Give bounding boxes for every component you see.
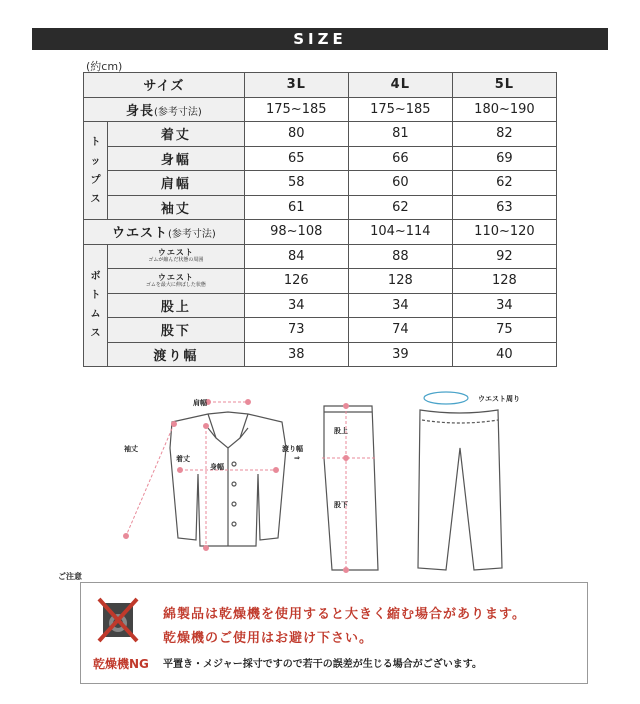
- table-cell: 92: [452, 244, 556, 269]
- table-cell: 74: [348, 318, 452, 343]
- warning-text: 綿製品は乾燥機を使用すると大きく縮む場合があります。: [163, 607, 526, 622]
- table-cell: 84: [244, 244, 348, 269]
- table-cell: 175~185: [244, 97, 348, 122]
- group-label-bottoms: ボ ト ム ス: [84, 244, 108, 367]
- label-body-width: 身幅: [210, 463, 224, 471]
- row-label: ウエスト: [157, 248, 194, 258]
- table-row: [84, 195, 557, 220]
- row-sublabel: ゴムを最大に伸ばした状態: [145, 281, 206, 288]
- table-cell: 128: [348, 269, 452, 294]
- table-cell: 88: [348, 244, 452, 269]
- table-row: [84, 220, 557, 245]
- table-cell: 80: [244, 122, 348, 147]
- table-cell: 63: [452, 195, 556, 220]
- row-label: 渡り幅: [108, 342, 245, 367]
- arrow-icon: ⇒: [294, 454, 300, 462]
- row-label: 身長: [125, 103, 154, 119]
- table-row: [84, 269, 557, 294]
- table-cell: 175~185: [348, 97, 452, 122]
- table-cell: 81: [348, 122, 452, 147]
- table-cell: 58: [244, 171, 348, 196]
- measurement-illustration: [110, 388, 580, 578]
- column-header: 4L: [348, 73, 452, 98]
- ref-note: (参考寸法): [153, 106, 202, 118]
- note-text: 平置き・メジャー採寸ですので若干の誤差が生じる場合がございます。: [163, 659, 482, 670]
- row-label-stack: [108, 269, 245, 294]
- label-sleeve: 袖丈: [124, 445, 138, 453]
- table-cell: 34: [452, 293, 556, 318]
- table-cell: 60: [348, 171, 452, 196]
- table-cell: 126: [244, 269, 348, 294]
- table-cell: 66: [348, 146, 452, 171]
- unit-note: (約cm): [86, 60, 123, 73]
- table-row: [84, 293, 557, 318]
- ng-label: 乾燥機NG: [93, 657, 149, 671]
- no-dryer-icon: [97, 597, 139, 643]
- jacket-measure-lines: [124, 400, 279, 551]
- table-cell: 180~190: [452, 97, 556, 122]
- warning-text: 乾燥機のご使用はお避け下さい。: [163, 631, 374, 646]
- row-label-height: [84, 97, 245, 122]
- table-row: [84, 318, 557, 343]
- table-cell: 62: [452, 171, 556, 196]
- table-cell: 82: [452, 122, 556, 147]
- table-cell: 69: [452, 146, 556, 171]
- table-cell: 38: [244, 342, 348, 367]
- table-row: [84, 122, 557, 147]
- label-length: 着丈: [176, 455, 190, 463]
- table-cell: 39: [348, 342, 452, 367]
- ref-note: (参考寸法): [167, 229, 216, 241]
- label-thigh: 渡り幅: [282, 445, 303, 453]
- label-rise: 股上: [334, 427, 348, 435]
- table-cell: 128: [452, 269, 556, 294]
- row-label: 着丈: [108, 122, 245, 147]
- row-label-stack: [108, 244, 245, 269]
- table-cell: 110~120: [452, 220, 556, 245]
- table-row: [84, 97, 557, 122]
- trousers-side-drawing: [324, 406, 378, 570]
- table-cell: 75: [452, 318, 556, 343]
- table-cell: 65: [244, 146, 348, 171]
- table-cell: 34: [348, 293, 452, 318]
- row-label: 身幅: [108, 146, 245, 171]
- table-row: [84, 244, 557, 269]
- table-header-row: [84, 73, 557, 98]
- size-corner-label: サイズ: [84, 73, 245, 98]
- table-row: [84, 342, 557, 367]
- trousers-front-drawing: [418, 410, 502, 570]
- garment-diagram: [110, 388, 580, 578]
- row-label: ウエスト: [111, 226, 168, 242]
- row-label-waist: [84, 220, 245, 245]
- table-row: [84, 146, 557, 171]
- table-cell: 61: [244, 195, 348, 220]
- label-shoulder: 肩幅: [193, 399, 207, 407]
- row-label: 肩幅: [108, 171, 245, 196]
- caution-box: [80, 582, 588, 684]
- waist-loop-icon: [424, 392, 468, 404]
- jacket-drawing: [170, 412, 286, 546]
- table-row: [84, 171, 557, 196]
- row-label: 股下: [108, 318, 245, 343]
- table-cell: 34: [244, 293, 348, 318]
- table-cell: 73: [244, 318, 348, 343]
- table-cell: 40: [452, 342, 556, 367]
- row-label: 股上: [108, 293, 245, 318]
- group-label-tops: ト ッ プ ス: [84, 122, 108, 220]
- table-cell: 104~114: [348, 220, 452, 245]
- page-title: SIZE: [32, 28, 608, 50]
- column-header: 3L: [244, 73, 348, 98]
- table-cell: 62: [348, 195, 452, 220]
- row-label: ウエスト: [157, 272, 194, 282]
- row-label: 袖丈: [108, 195, 245, 220]
- row-sublabel: ゴムが縮んだ状態の周囲: [148, 257, 204, 264]
- label-inseam: 股下: [334, 501, 348, 509]
- size-table: [83, 72, 557, 367]
- caution-label: ご注意: [58, 572, 82, 581]
- table-cell: 98~108: [244, 220, 348, 245]
- label-waist-around: ウエスト周り: [478, 395, 520, 403]
- column-header: 5L: [452, 73, 556, 98]
